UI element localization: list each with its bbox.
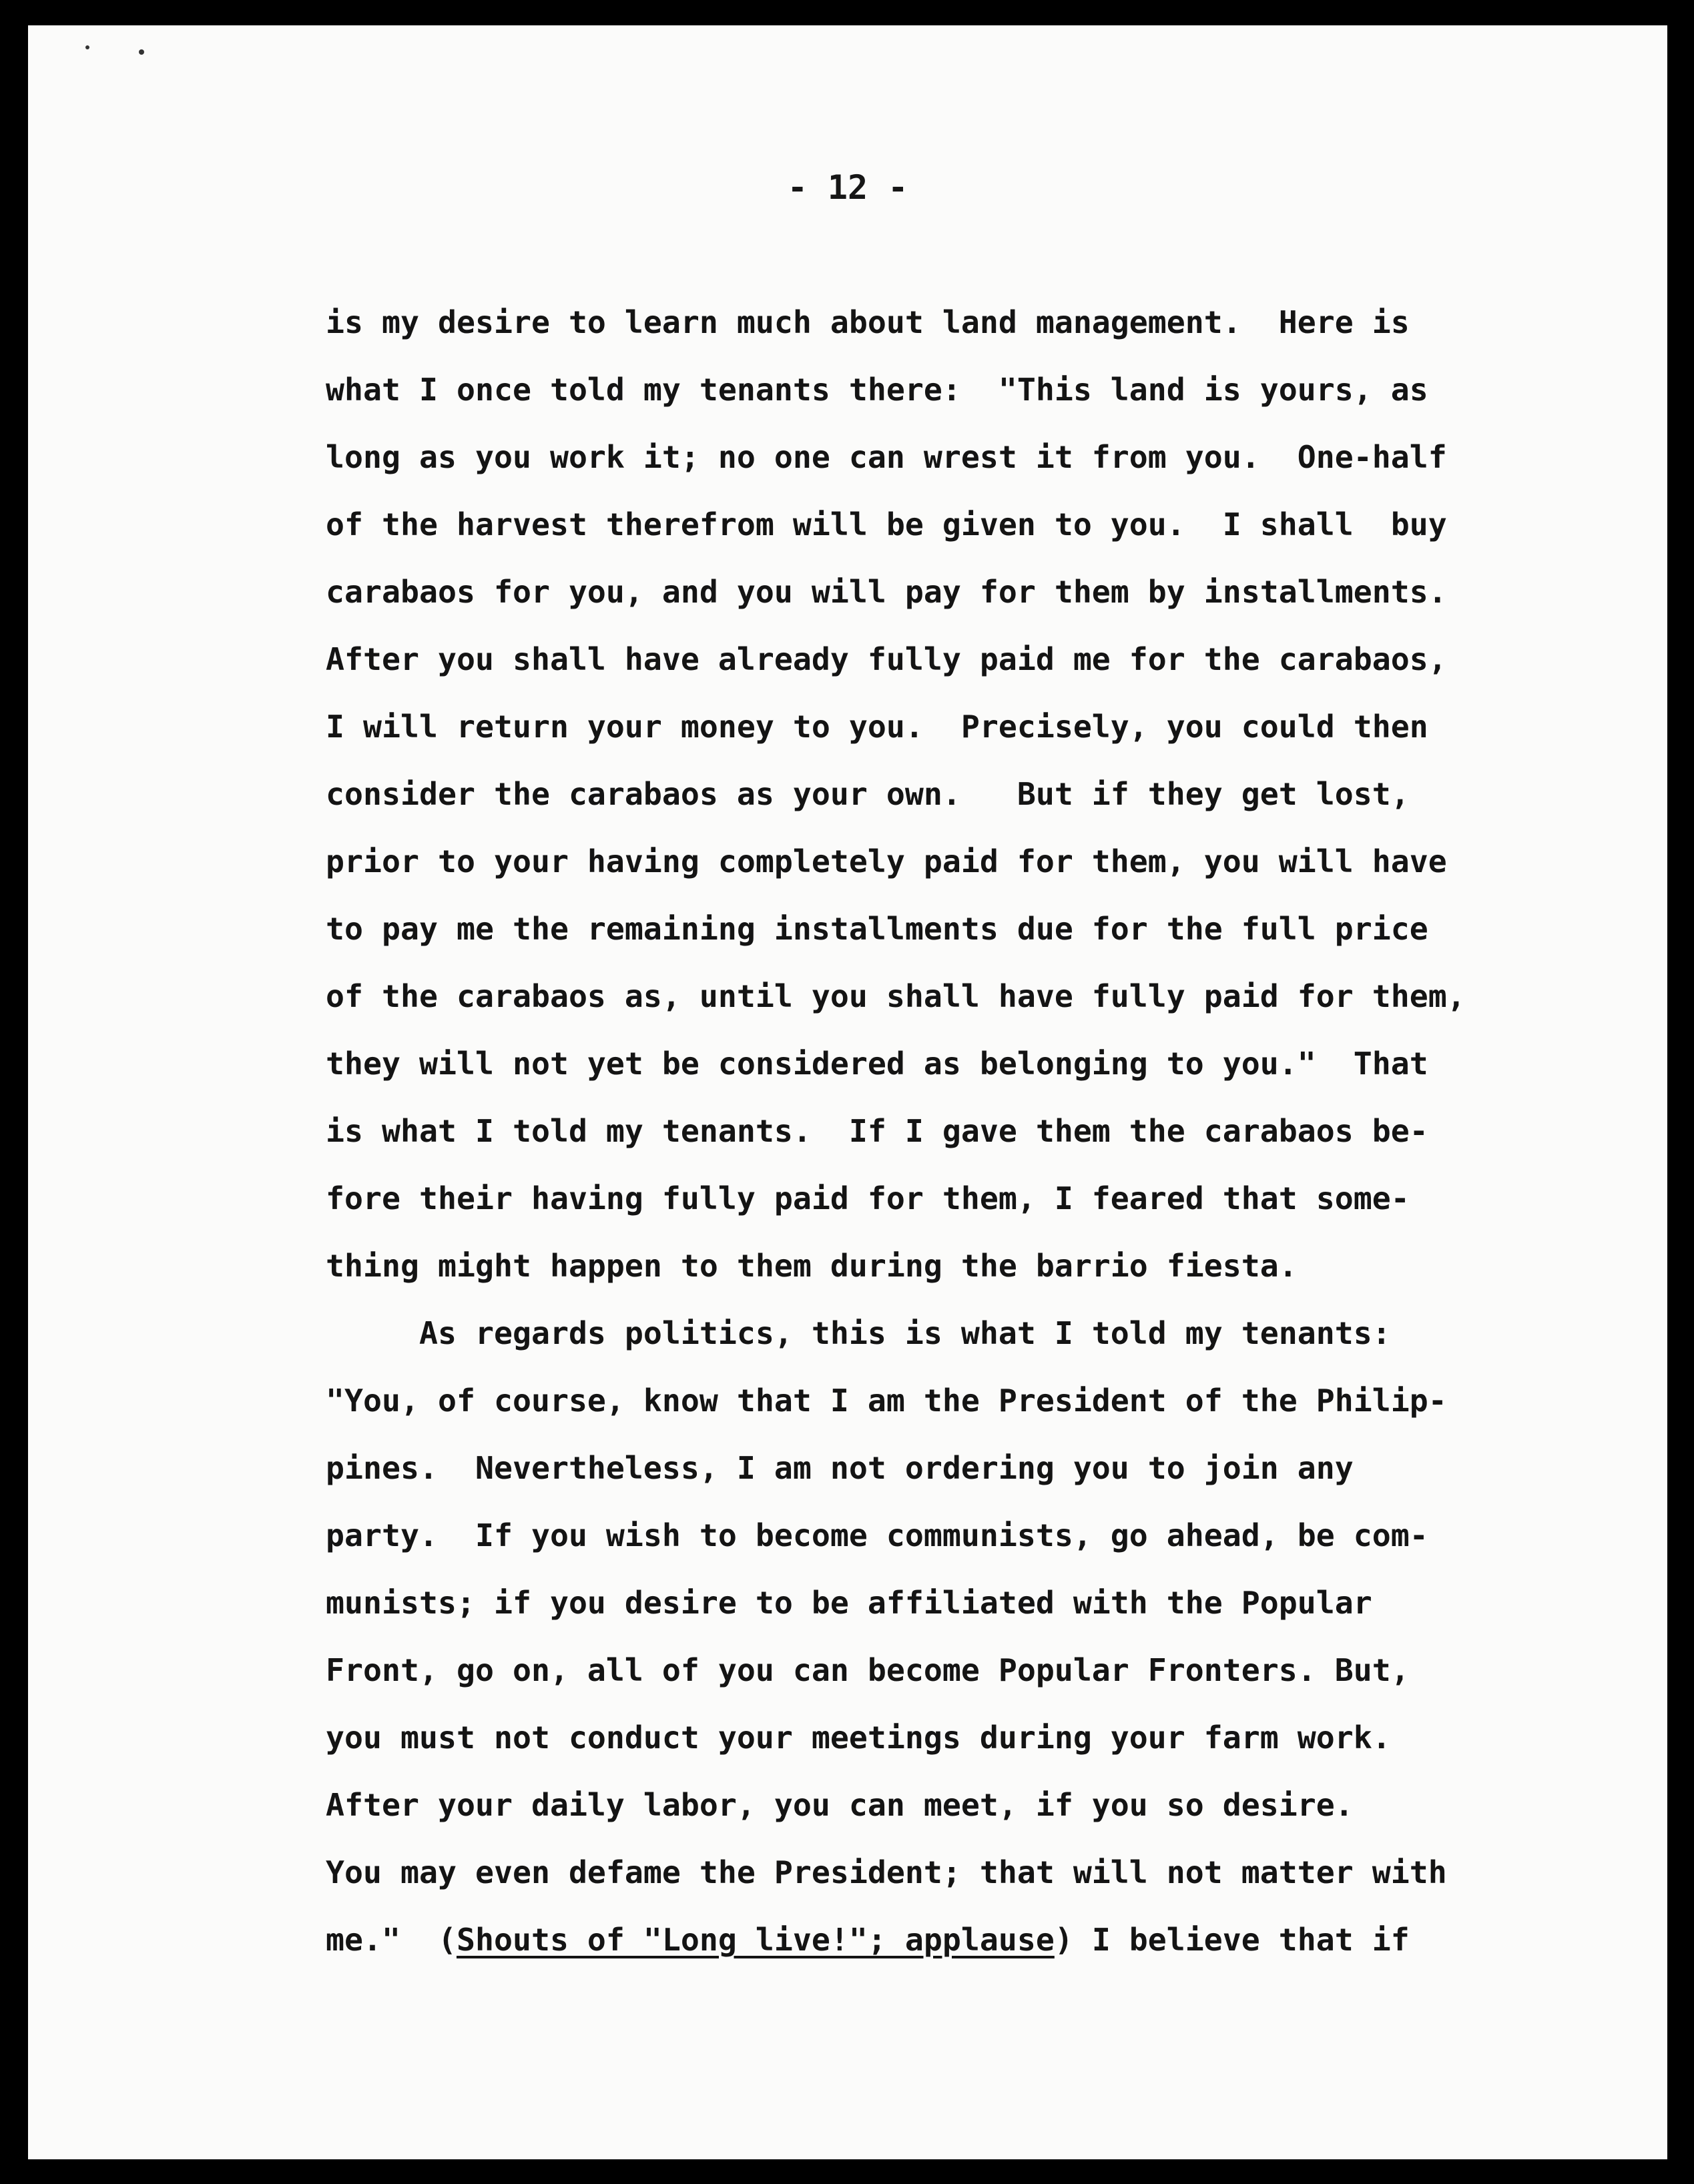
text-line: they will not yet be considered as belonging to you." That — [326, 1046, 1428, 1082]
text-line: You may even defame the President; that will not matter with — [326, 1854, 1447, 1890]
text-line: After your daily labor, you can meet, if you so desire. — [326, 1787, 1354, 1823]
text-line: of the harvest therefrom will be given to you. I shall buy — [326, 506, 1447, 542]
text-line: what I once told my tenants there: "This land is yours, as — [326, 372, 1428, 408]
underlined-stage-direction: Shouts of "Long live!"; applause — [456, 1922, 1055, 1958]
text-line: party. If you wish to become communists, go ahead, be com- — [326, 1517, 1428, 1553]
text-line: is my desire to learn much about land management. Here is — [326, 304, 1410, 340]
last-line-end: ) I believe that if — [1054, 1922, 1410, 1958]
text-line: I will return your money to you. Precisely, you could then — [326, 709, 1428, 745]
text-line: long as you work it; no one can wrest it from you. One-half — [326, 439, 1447, 475]
text-line: As regards politics, this is what I told my tenants: — [326, 1315, 1391, 1351]
body-text — [326, 289, 1634, 1974]
text-line: you must not conduct your meetings during your farm work. — [326, 1720, 1391, 1756]
document-page — [28, 25, 1667, 2159]
scan-speck — [139, 49, 144, 55]
text-line-last — [326, 1906, 1634, 1974]
text-line: of the carabaos as, until you shall have fully paid for them, — [326, 978, 1466, 1014]
text-line: pines. Nevertheless, I am not ordering you to join any — [326, 1450, 1354, 1486]
text-line: thing might happen to them during the barrio fiesta. — [326, 1248, 1298, 1284]
text-line: "You, of course, know that I am the President of the Philip- — [326, 1383, 1447, 1419]
text-line: After you shall have already fully paid me for the carabaos, — [326, 641, 1447, 677]
last-line-start: me." ( — [326, 1922, 457, 1958]
text-line: fore their having fully paid for them, I feared that some- — [326, 1180, 1410, 1216]
text-line: is what I told my tenants. If I gave them the carabaos be- — [326, 1113, 1428, 1149]
scan-speck — [85, 45, 89, 49]
text-line: consider the carabaos as your own. But if they get lost, — [326, 776, 1410, 812]
text-line: munists; if you desire to be affiliated with the Popular — [326, 1585, 1372, 1621]
text-line: to pay me the remaining installments due for the full price — [326, 911, 1428, 947]
text-line: prior to your having completely paid for them, you will have — [326, 843, 1447, 879]
text-line: Front, go on, all of you can become Popular Fronters. But, — [326, 1652, 1410, 1688]
page-number: - 12 - — [787, 168, 908, 207]
text-line: carabaos for you, and you will pay for them by installments. — [326, 574, 1447, 610]
